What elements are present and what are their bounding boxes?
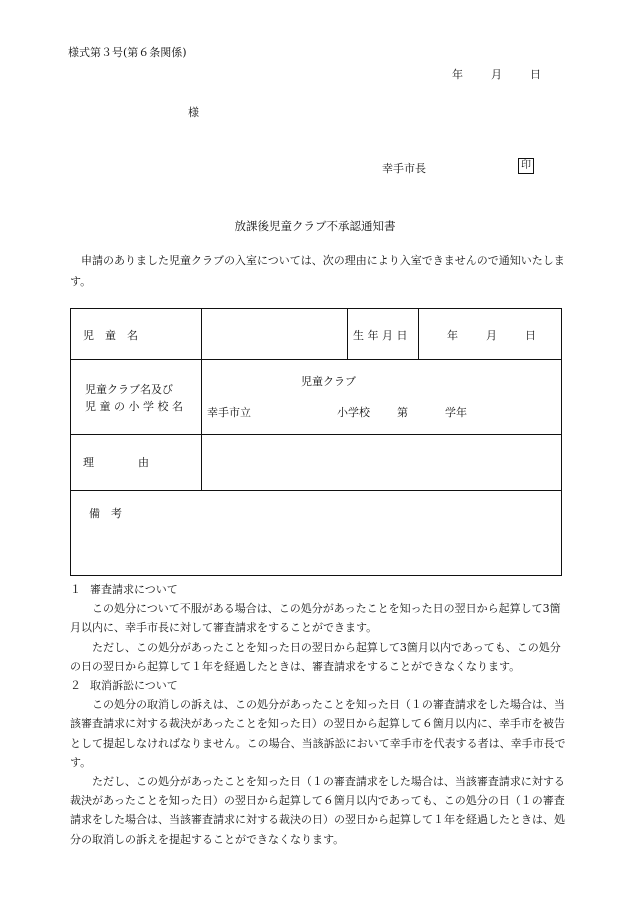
table-rule [347,309,348,359]
reason-label: 理 由 [83,456,149,469]
city-prefix: 幸手市立 [207,406,251,419]
issue-date [452,66,541,82]
note-heading: １ 審査請求について [70,583,178,596]
note-heading: ２ 取消訴訟について [70,679,178,693]
table-rule [71,434,561,435]
document-title: 放課後児童クラブ不承認通知書 [234,219,396,233]
date-year-label: 年 [452,68,463,81]
table-rule [201,309,202,490]
club-label-line2: 児 童 の 小 学 校 名 [85,400,183,413]
note-paragraph: この処分の取消しの訴えは、この処分があったことを知った日（１の審査請求をした場合は、当該審査請求に対する裁決があったことを知った日）の翌日から起算して６箇月以内に、幸手市を被告として提起しなければなりません。この場合、当該訴訟において幸手市を代表する者は、幸手市長です。 [70,698,566,769]
table-rule [418,309,419,359]
form-number: 様式第３号(第６条関係) [68,46,187,59]
club-label-line1: 児童クラブ名及び [85,383,173,396]
birth-date-value: 年 月 日 [447,329,536,342]
addressee-suffix: 様 [188,106,199,119]
issuer-name: 幸手市長 [382,162,426,175]
date-day-label: 日 [530,68,541,81]
seal-mark: 印 [518,158,534,174]
note-item [70,580,570,676]
child-name-label: 児 童 名 [83,329,138,342]
note-paragraph: ただし、この処分があったことを知った日の翌日から起算して3箇月以内であっても、この処分の日の翌日から起算して１年を経過したときは、審査請求をすることができなくなります。 [70,640,561,673]
school-suffix: 小学校 [337,406,370,419]
note-item [70,676,570,849]
note-paragraph: この処分について不服がある場合は、この処分があったことを知った日の翌日から起算して3箇月以内に、幸手市長に対して審査請求をすることができます。 [70,602,561,635]
grade-suffix: 学年 [445,406,467,419]
birth-date-label: 生 年 月 日 [353,329,408,342]
notes-section [70,580,570,849]
remarks-label: 備 考 [89,507,122,520]
note-paragraph: ただし、この処分があったことを知った日（１の審査請求をした場合は、当該審査請求に対する裁決があったことを知った日）の翌日から起算して６箇月以内であっても、この処分の日（１の審査請求をした場合は、当該審査請求に対する裁決の日）の翌日から起算して１年を経過したときは、処分の取消しの訴えを提起することができなくなります。 [70,775,565,846]
notice-table [70,308,562,576]
club-name-suffix: 児童クラブ [301,375,356,388]
table-rule [71,490,561,491]
intro-paragraph: 申請のありました児童クラブの入室については、次の理由により入室できませんので通知いたします。 [70,254,565,288]
grade-prefix: 第 [397,406,408,419]
date-month-label: 月 [491,68,502,81]
table-rule [71,359,561,360]
